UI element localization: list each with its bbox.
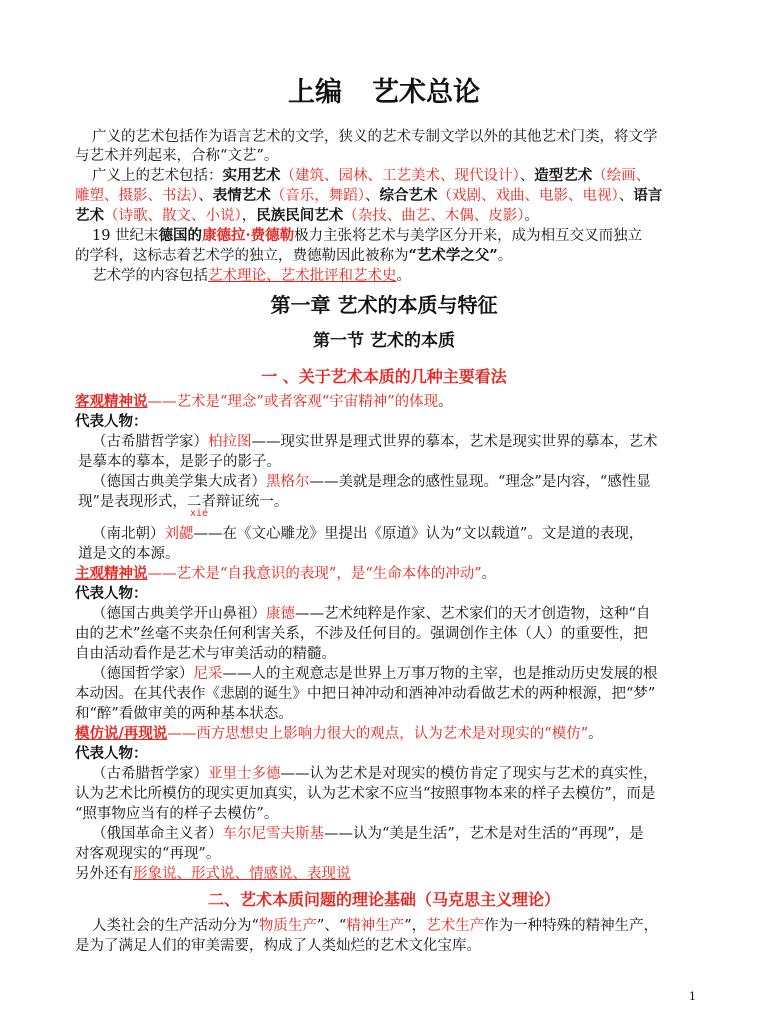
intro-paragraph-2: 广义上的艺术包括：实用艺术（建筑、园林、工艺美术、现代设计）、造型艺术（绘画、 (92, 167, 651, 184)
liuxie-entry: （南北朝）刘勰——在《文心雕龙》里提出《原道》认为“文以载道”。文是道的表现， (92, 526, 644, 542)
plato-entry: （古希腊哲学家）柏拉图——现实世界是理式世界的摹本，艺术是现实世界的摹本，艺术 (92, 434, 658, 450)
intro-paragraph-4: 艺术学的内容包括艺术理论、艺术批评和艺术史。 (92, 268, 411, 284)
intro-paragraph-3: 19 世纪末德国的康德拉·费德勒极力主张将艺术与美学区分开来，成为相互交叉而独立 (92, 227, 643, 244)
nietzsche-entry: （德国哲学家）尼采——人的主观意志是世界上万事万物的主宰，也是推动历史发展的根 (92, 666, 658, 682)
page-title: 上编 艺术总论 (288, 77, 480, 108)
intro-paragraph-1-cont: 与艺术并列起来，合称“文艺”。 (75, 148, 279, 164)
plato-entry-cont: 是摹本的摹本，是影子的影子。 (78, 454, 281, 470)
section-heading: 第一节 艺术的本质 (313, 331, 455, 351)
mofang-reps-label: 代表人物： (75, 745, 148, 762)
nietzsche-entry-cont: 本动因。在其代表作《悲剧的诞生》中把日神冲动和酒神冲动看做艺术的两种根源，把“梦” (75, 686, 656, 702)
link-art-content: 艺术理论、艺术批评和艺术史 (208, 268, 397, 284)
marx-paragraph-cont: 是为了满足人们的审美需要，构成了人类灿烂的艺术文化宝库。 (75, 938, 481, 954)
chernyshevsky-entry: （俄国革命主义者）车尔尼雪夫斯基——认为“美是生活”，艺术是对生活的“再现”，是 (92, 826, 644, 842)
keguan-reps-label: 代表人物： (75, 413, 148, 430)
intro-paragraph-3-cont: 的学科，这标志着艺术学的独立，费德勒因此被称为“艺术学之父”。 (75, 247, 513, 264)
chapter-heading: 第一章 艺术的本质与特征 (270, 293, 498, 317)
page-number: 1 (689, 990, 696, 1003)
intro-paragraph-2-line2: 雕塑、摄影、书法）、表情艺术（音乐，舞蹈）、综合艺术（戏剧、戏曲、电影、电视）、语言 (75, 187, 663, 204)
liuxie-entry-cont: 道是文的本源。 (78, 546, 180, 562)
pinyin-annotation: xié (190, 508, 209, 519)
kant-entry-cont2: 自由活动看作是艺术与审美活动的精髓。 (75, 646, 336, 662)
keguan-definition: 客观精神说——艺术是“理念”或者客观“宇宙精神”的体现。 (75, 393, 453, 410)
subsection-heading-2: 二、艺术本质问题的理论基础（马克思主义理论） (207, 890, 560, 909)
chernyshevsky-entry-cont: 对客观现实的“再现”。 (75, 846, 221, 862)
subsection-heading-1: 一 、关于艺术本质的几种主要看法 (261, 367, 507, 386)
kant-entry-cont: 由的艺术”丝毫不夹杂任何利害关系，不涉及任何目的。强调创作主体（人）的重要性，把 (75, 626, 648, 642)
hegel-entry-cont: 现”是表现形式，二者辩证统一。 (78, 494, 289, 510)
mofang-definition: 模仿说/再现说——西方思想史上影响力很大的观点，认为艺术是对现实的“模仿”。 (75, 725, 603, 742)
other-theories: 另外还有形象说、形式说、情感说、表现说 (75, 866, 351, 882)
link-other-theories: 形象说、形式说、情感说、表现说 (133, 866, 351, 882)
intro-paragraph-2-line3: 艺术（诗歌、散文、小说），民族民间艺术（杂技、曲艺、木偶、皮影）。 (75, 207, 539, 224)
aristotle-entry-cont2: “照事物应当有的样子去模仿”。 (75, 806, 279, 822)
hegel-entry: （德国古典美学集大成者）黑格尔——美就是理念的感性显现。“理念”是内容，“感性显 (92, 474, 651, 490)
intro-paragraph-1: 广义的艺术包括作为语言艺术的文学，狭义的艺术专制文学以外的其他艺术门类，将文学 (92, 129, 658, 145)
nietzsche-entry-cont2: 和“醉”看做审美的两种基本状态。 (75, 706, 293, 722)
aristotle-entry-cont: 认为艺术比所模仿的现实更加真实，认为艺术家不应当“按照事物本来的样子去模仿”，而是 (75, 786, 656, 802)
kant-entry: （德国古典美学开山鼻祖）康德——艺术纯粹是作家、艺术家们的天才创造物，这种“自 (92, 606, 651, 622)
marx-paragraph: 人类社会的生产活动分为“物质生产”、“精神生产”，艺术生产作为一种特殊的精神生产， (92, 918, 659, 934)
zhuguan-reps-label: 代表人物： (75, 585, 148, 602)
zhuguan-definition: 主观精神说——艺术是“自我意识的表现”，是“生命本体的冲动”。 (75, 565, 497, 582)
aristotle-entry: （古希腊哲学家）亚里士多德——认为艺术是对现实的模仿肯定了现实与艺术的真实性， (92, 766, 658, 782)
